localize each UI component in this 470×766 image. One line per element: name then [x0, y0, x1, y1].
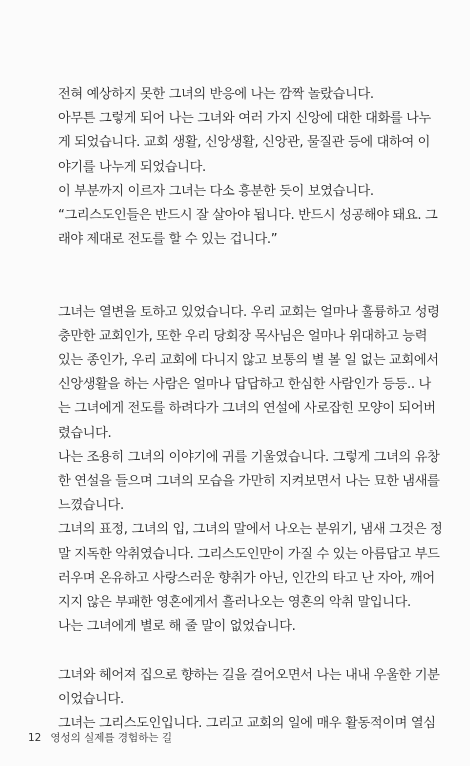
text-line: “그리스도인들은 반드시 잘 살아야 됩니다. 반드시 성공해야 돼요. 그	[58, 207, 438, 223]
text-line: 신앙생활을 하는 사람은 얼마나 답답하고 한심한 사람인가 등등.. 나	[58, 377, 431, 393]
text-line: 나는 조용히 그녀의 이야기에 귀를 기울였습니다. 그렇게 그녀의 유창	[58, 449, 440, 465]
text-line: 는 그녀에게 전도를 하려다가 그녀의 연설에 사로잡힌 모양이 되어버	[58, 401, 436, 417]
page-footer	[28, 730, 172, 745]
paragraph-1	[58, 83, 438, 252]
paragraph-3	[58, 664, 440, 737]
page-number: 12	[28, 732, 42, 744]
text-line: 충만한 교회인가, 또한 우리 당회장 목사님은 얼마나 위대하고 능력	[58, 328, 428, 344]
text-line: 그녀는 열변을 토하고 있었습니다. 우리 교회는 얼마나 훌륭하고 성령	[58, 304, 440, 320]
text-line: 그녀와 헤어져 집으로 향하는 길을 걸어오면서 나는 내내 우울한 기분	[58, 667, 440, 683]
text-line: 야기를 나누게 되었습니다.	[58, 159, 206, 175]
paragraph-gap	[58, 639, 428, 663]
text-line: 그녀는 그리스도인입니다. 그리고 교회의 일에 매우 활동적이며 열심	[58, 715, 436, 731]
paragraph-gap	[58, 252, 428, 276]
text-line: 게 되었습니다. 교회 생활, 신앙생활, 신앙관, 물질관 등에 대하여 이	[58, 135, 431, 151]
paragraph-2	[58, 301, 443, 640]
text-line: 래야 제대로 전도를 할 수 있는 겁니다.”	[58, 232, 278, 248]
text-line: 말 지독한 악취였습니다. 그리스도인만이 가질 수 있는 아름답고 부드	[58, 546, 440, 562]
text-line: 아무튼 그렇게 되어 나는 그녀와 여러 가지 신앙에 대한 대화를 나누	[58, 111, 431, 127]
text-line: 러우며 온유하고 사랑스러운 향취가 아닌, 인간의 타고 난 자아, 깨어	[58, 570, 435, 586]
text-line: 지지 않은 부패한 영혼에게서 흘러나오는 영혼의 악취 말입니다.	[58, 594, 411, 610]
running-title: 영성의 실제를 경험하는 길	[50, 732, 172, 744]
text-line: 전혀 예상하지 못한 그녀의 반응에 나는 깜짝 놀랐습니다.	[58, 87, 374, 102]
body-text	[58, 83, 443, 736]
text-line: 이었습니다.	[58, 691, 124, 707]
text-line: 이 부분까지 이르자 그녀는 다소 흥분한 듯이 보였습니다.	[58, 183, 374, 199]
paragraph-gap	[58, 277, 428, 301]
text-line: 렸습니다.	[58, 425, 112, 441]
text-line: 나는 그녀에게 별로 해 줄 말이 없었습니다.	[58, 619, 296, 635]
text-line: 느꼈습니다.	[58, 498, 124, 514]
text-line: 있는 종인가, 우리 교회에 다니지 않고 보통의 별 볼 일 없는 교회에서	[58, 353, 439, 369]
text-line: 그녀의 표정, 그녀의 입, 그녀의 말에서 나오는 분위기, 냄새 그것은 정	[58, 522, 443, 538]
text-line: 한 연설을 들으며 그녀의 모습을 가만히 지켜보면서 나는 묘한 냄새를	[58, 474, 440, 489]
